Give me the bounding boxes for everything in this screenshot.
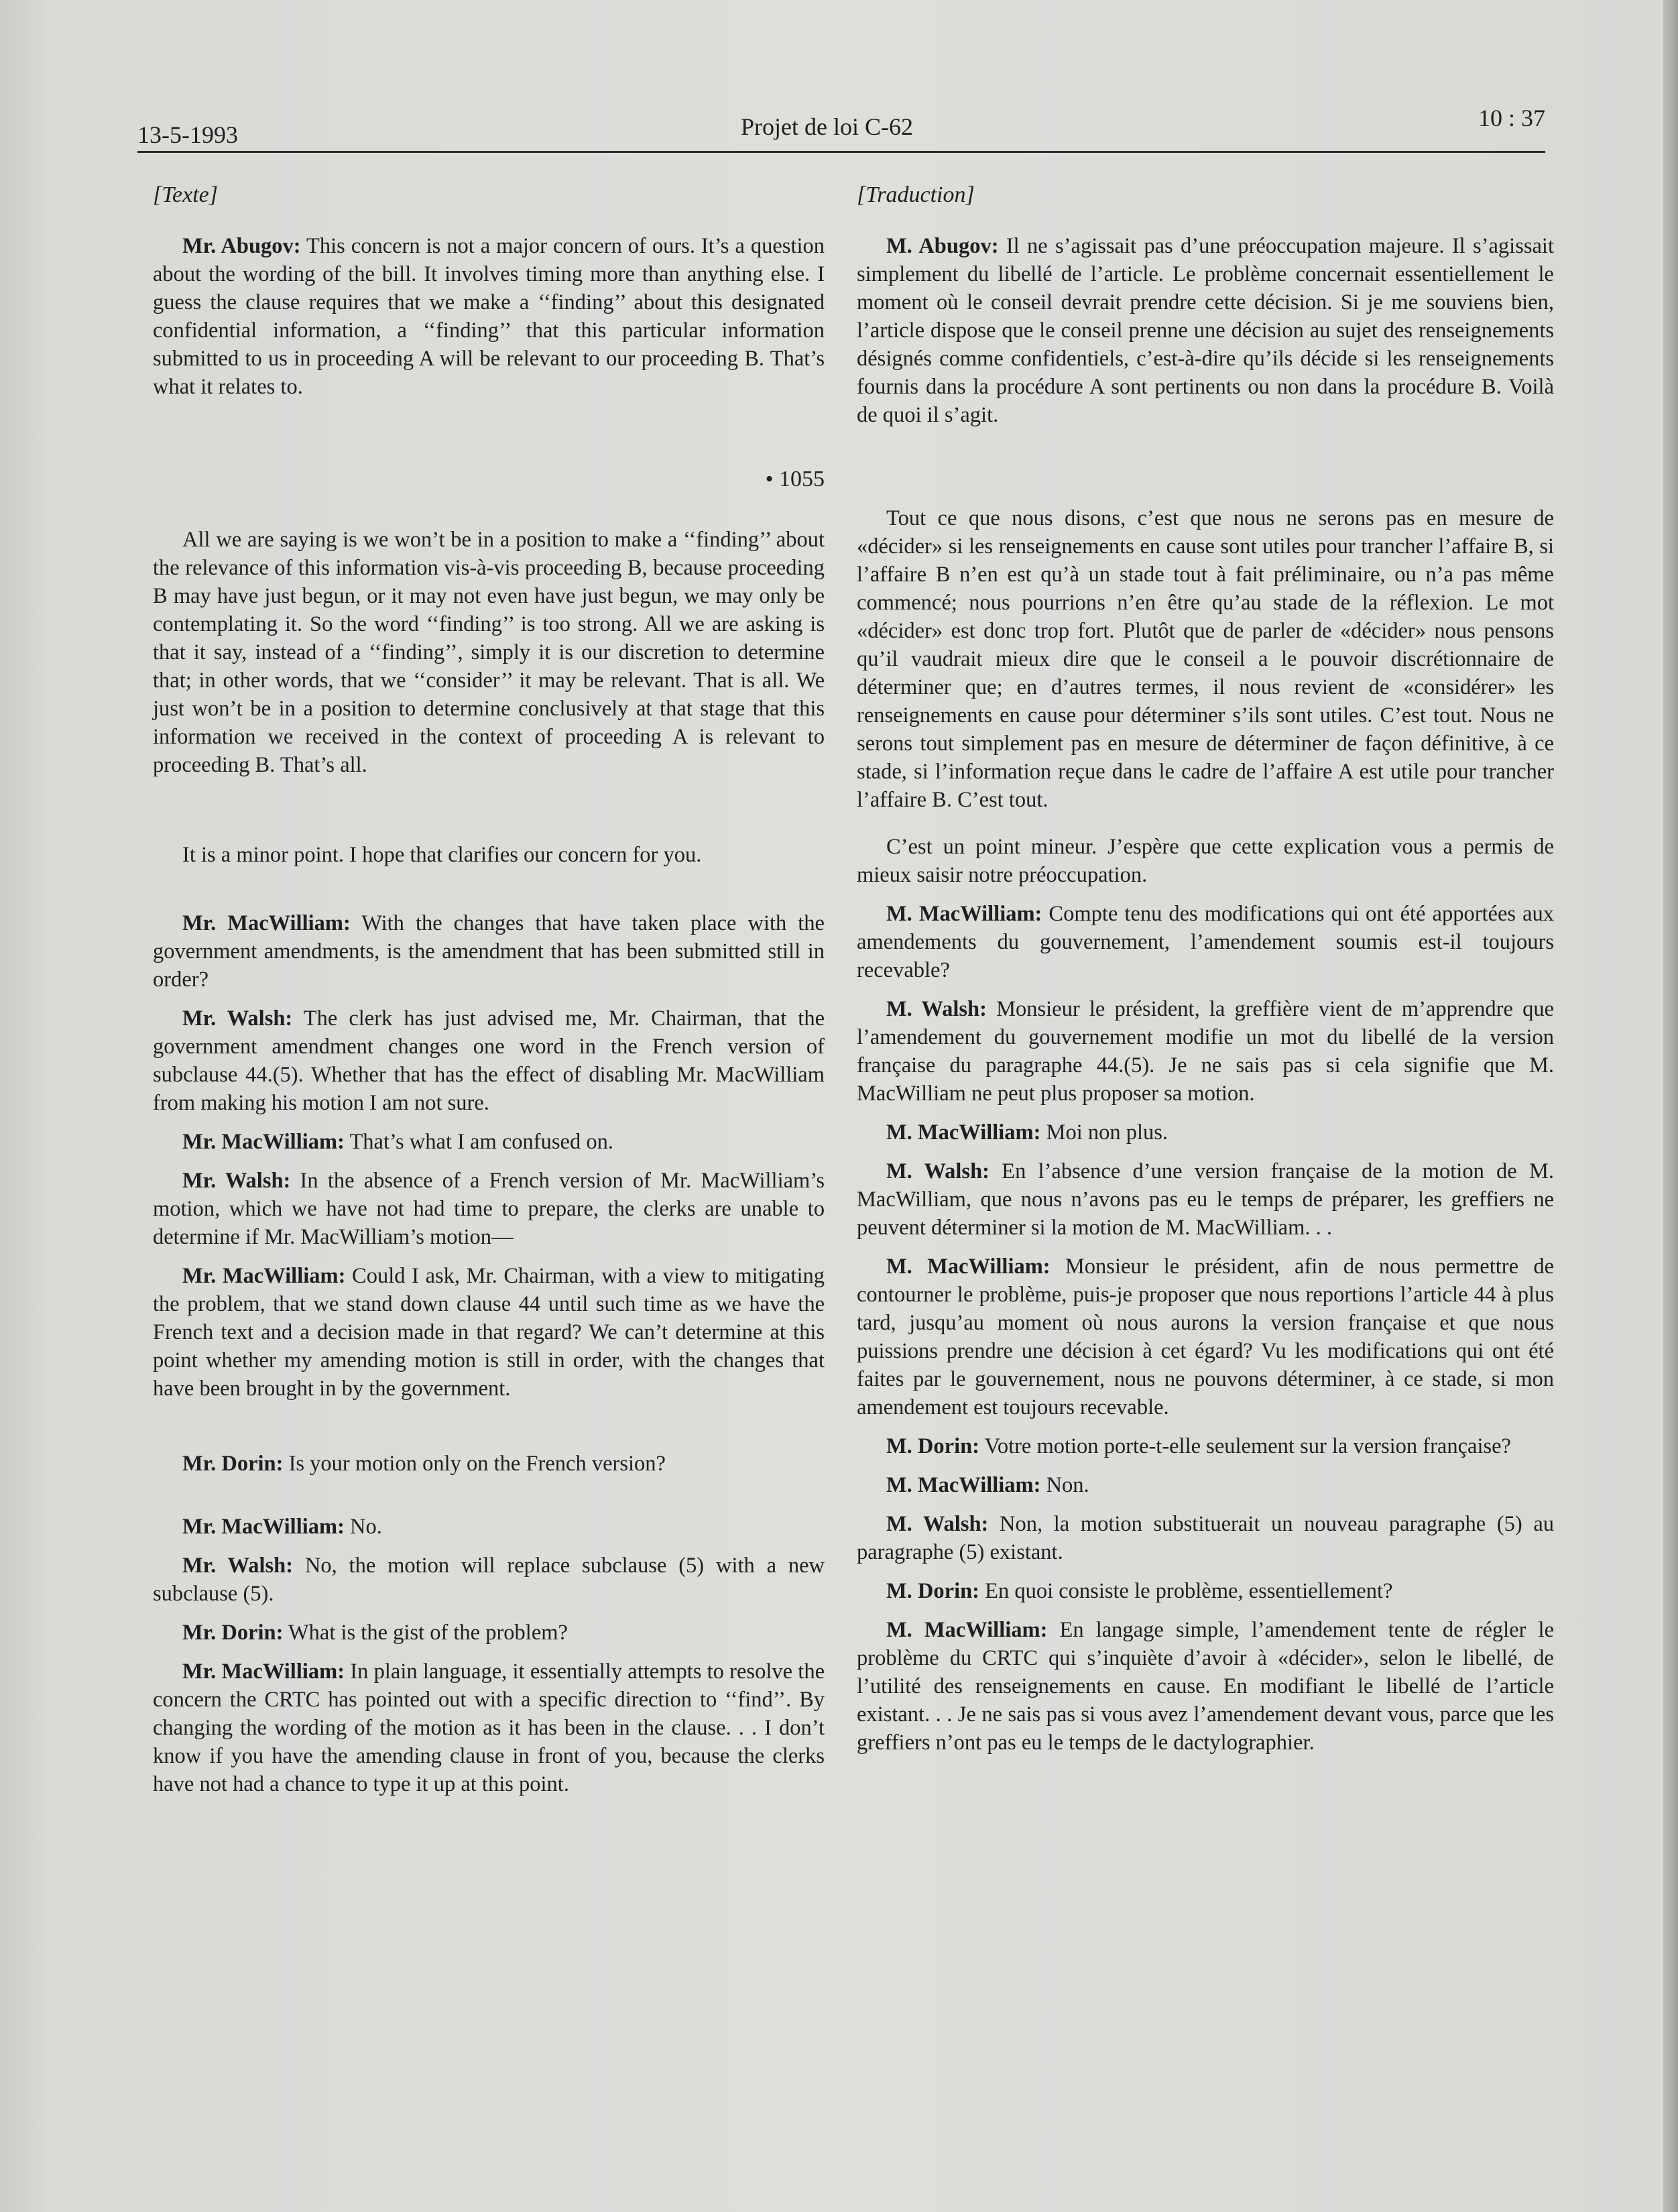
- statement: [857, 1118, 1554, 1147]
- speaker-name: Mr. Walsh:: [182, 1006, 293, 1031]
- speaker-name: M. Walsh:: [886, 1512, 989, 1536]
- statement: [153, 232, 825, 401]
- speaker-name: Mr. MacWilliam:: [182, 1660, 345, 1684]
- speaker-name: Mr. Dorin:: [182, 1452, 284, 1476]
- speaker-name: Mr. Abugov:: [182, 234, 301, 258]
- english-column: [153, 181, 825, 1798]
- statement: [153, 1004, 825, 1117]
- speaker-name: Mr. MacWilliam:: [182, 1515, 345, 1539]
- statement-text: The clerk has just advised me, Mr. Chairman, that the government amendment changes one word in the French version of subclause 44.(5). Whether that has the effect of disabling Mr. MacWilliam from making his motion I am not sure.: [153, 1006, 825, 1115]
- header-date: 13-5-1993: [137, 121, 238, 148]
- french-column: [857, 181, 1554, 1757]
- speaker-name: M. Dorin:: [886, 1579, 979, 1603]
- statement-text: Non, la motion substituerait un nouveau paragraphe (5) au paragraphe (5) existant.: [857, 1512, 1554, 1564]
- statement: [153, 1167, 825, 1251]
- paragraph: Tout ce que nous disons, c’est que nous ne serons pas en mesure de «décider» si les renseignements en cause sont utiles pour trancher l’affaire B, si l’affaire B n’en est qu’à un stade tout à fait préliminaire, ou n’a pas même commencé; nous pourrions n’en être qu’au stade de la réflexion. Le mot «décider» est donc trop fort. Plutôt que de parler de «décider» nous pensons qu’il vaudrait mieux dire que le conseil a le pouvoir discrétionnaire de déterminer que; en d’autres termes, il nous revient de «considérer» les renseignements en cause pour déterminer s’ils sont utiles. C’est tout. Nous ne serons tout simplement pas en mesure de déterminer de façon définitive, à ce stade, si l’information reçue dans le cadre de l’affaire A est utile pour trancher l’affaire B. C’est tout.: [857, 506, 1554, 812]
- speaker-name: M. MacWilliam:: [886, 1473, 1041, 1497]
- statement: [153, 1657, 825, 1798]
- statement-text: No.: [344, 1515, 382, 1539]
- statement: [857, 1510, 1554, 1566]
- statement-text: That’s what I am confused on.: [344, 1130, 613, 1154]
- statement: [857, 900, 1554, 984]
- speaker-name: M. MacWilliam:: [886, 902, 1042, 926]
- statement-text: Could I ask, Mr. Chairman, with a view to mitigating the problem, that we stand down clause 44 until such time as we have the French text and a decision made in that regard? We can’t determine at this point whether my amending motion is still in order, with the changes that have been brought in by the government.: [153, 1264, 825, 1401]
- speaker-name: Mr. MacWilliam:: [182, 1264, 346, 1288]
- speaker-name: M. MacWilliam:: [886, 1618, 1048, 1642]
- statement-text: Monsieur le président, la greffière vient de m’apprendre que l’amendement du gouvernement modifie un mot du libellé de la version française du paragraphe 44.(5). Je ne sais pas si cela signifie que M. MacWilliam ne peut plus proposer sa motion.: [857, 997, 1555, 1106]
- statement: [153, 1262, 825, 1403]
- statement: [153, 1128, 825, 1156]
- statement: [857, 1253, 1554, 1421]
- paragraph: All we are saying is we won’t be in a position to make a ‘‘finding’’ about the relevance of this information vis-à-vis proceeding B, because proceeding B may have just begun, or it may not even have just begun, we may only be contemplating it. So the word ‘‘finding’’ is too strong. All we are asking is that it say, instead of a ‘‘finding’’, simply it is our discretion to determine that; in other words, that we ‘‘consider’’ it may be relevant. That is all. We just won’t be in a position to determine conclusively at that stage that this information we received in the context of proceeding A is relevant to proceeding B. That’s all.: [153, 528, 825, 777]
- running-header: [137, 101, 1545, 154]
- statement-text: En l’absence d’une version française de la motion de M. MacWilliam, que nous n’avons pas eu le temps de préparer, les greffiers ne peuvent déterminer si la motion de M. MacWilliam. . .: [857, 1159, 1554, 1240]
- statement: [857, 995, 1554, 1108]
- statement-text: Monsieur le président, afin de nous permettre de contourner le problème, puis-je proposer que nous reportions l’article 44 à plus tard, jusqu’au moment où nous aurons la version française et que nous puissions prendre une décision à cet égard? Vu les modifications qui ont été faites par le gouvernement, nous ne pouvons déterminer, à ce stade, si mon amendement est toujours recevable.: [857, 1255, 1554, 1419]
- time-marker: • 1055: [765, 467, 825, 491]
- statement: [857, 1471, 1554, 1499]
- statement: [153, 1513, 825, 1541]
- language-tag: [Texte]: [153, 182, 218, 207]
- statement: [857, 232, 1554, 429]
- statement: [857, 1157, 1554, 1242]
- statement: [857, 1577, 1554, 1605]
- speaker-name: M. Walsh:: [886, 1159, 990, 1183]
- speaker-name: M. Dorin:: [886, 1434, 979, 1458]
- header-rule: [137, 151, 1545, 153]
- statement-text: En langage simple, l’amendement tente de régler le problème du CRTC qui s’inquiète d’avoir à «décider», selon le libellé, de l’utilité des renseignements en cause. En modifiant le libellé de l’article existant. . . Je ne sais pas si vous avez l’amendement devant vous, parce que les greffiers n’ont pas eu le temps de le dactylographier.: [857, 1618, 1555, 1755]
- statement-text: In plain language, it essentially attempts to resolve the concern the CRTC has pointed out with a specific direction to ‘‘find’’. By changing the wording of the motion as it has been in the clause. . . I don’t know if you have the amending clause in front of you, because the clerks have not had a chance to type it up at this point.: [153, 1660, 825, 1796]
- statement-text: This concern is not a major concern of ours. It’s a question about the wording of the bill. It involves timing more than anything else. I guess the clause requires that we make a ‘‘finding’’ about this designated confidential information, a ‘‘finding’’ that this particular information submitted to us in proceeding A will be relevant to our proceeding B. That’s what it relates to.: [153, 234, 825, 399]
- header-page-number: 10 : 37: [1478, 105, 1545, 131]
- speaker-name: Mr. MacWilliam:: [182, 1130, 345, 1154]
- statement-text: In the absence of a French version of Mr. MacWilliam’s motion, which we have not had time to prepare, the clerks are unable to determine if Mr. MacWilliam’s motion—: [153, 1169, 825, 1249]
- speaker-name: M. MacWilliam:: [886, 1255, 1051, 1279]
- statement-text: Is your motion only on the French version?: [283, 1452, 666, 1476]
- statement-text: Votre motion porte-t-elle seulement sur la version française?: [979, 1434, 1511, 1458]
- paragraph: C’est un point mineur. J’espère que cette explication vous a permis de mieux saisir notre préoccupation.: [857, 835, 1554, 887]
- speaker-name: M. Abugov:: [886, 234, 999, 258]
- speaker-name: Mr. Walsh:: [182, 1554, 294, 1578]
- speaker-name: M. MacWilliam:: [886, 1120, 1041, 1145]
- statement-text: Non.: [1040, 1473, 1089, 1497]
- speaker-name: Mr. Walsh:: [182, 1169, 291, 1193]
- statement-text: En quoi consiste le problème, essentiellement?: [979, 1579, 1393, 1603]
- statement: [153, 1619, 825, 1647]
- statement-text: No, the motion will replace subclause (5) with a new subclause (5).: [153, 1554, 825, 1606]
- statement: [153, 1552, 825, 1608]
- header-title: Projet de loi C-62: [741, 113, 913, 140]
- statement-text: What is the gist of the problem?: [283, 1621, 568, 1645]
- statement-text: Moi non plus.: [1040, 1120, 1168, 1145]
- language-tag: [Traduction]: [857, 182, 975, 207]
- statement: [153, 1450, 825, 1478]
- statement-text: Il ne s’agissait pas d’une préoccupation majeure. Il s’agissait simplement du libellé de l’article. Le problème concernait essentiellement le moment où le conseil devrait prendre cette décision. Si je me souviens bien, l’article dispose que le conseil prenne une décision au sujet des renseignements désignés comme confidentiels, c’est-à-dire qu’ils décide si les renseignements fournis dans la procédure A sont pertinents ou non dans la procédure B. Voilà de quoi il s’agit.: [857, 234, 1554, 427]
- speaker-name: Mr. Dorin:: [182, 1621, 284, 1645]
- paragraph: It is a minor point. I hope that clarifies our concern for you.: [182, 843, 702, 867]
- page-binding-edge: [1663, 0, 1678, 2212]
- statement: [857, 1432, 1554, 1460]
- statement: [153, 909, 825, 994]
- statement-text: Compte tenu des modifications qui ont été apportées aux amendements du gouvernement, l’amendement soumis est-il toujours recevable?: [857, 902, 1555, 982]
- statement: [857, 1616, 1554, 1757]
- speaker-name: Mr. MacWilliam:: [182, 911, 351, 935]
- speaker-name: M. Walsh:: [886, 997, 987, 1021]
- statement-text: With the changes that have taken place with the government amendments, is the amendment that has been submitted still in order?: [153, 911, 825, 992]
